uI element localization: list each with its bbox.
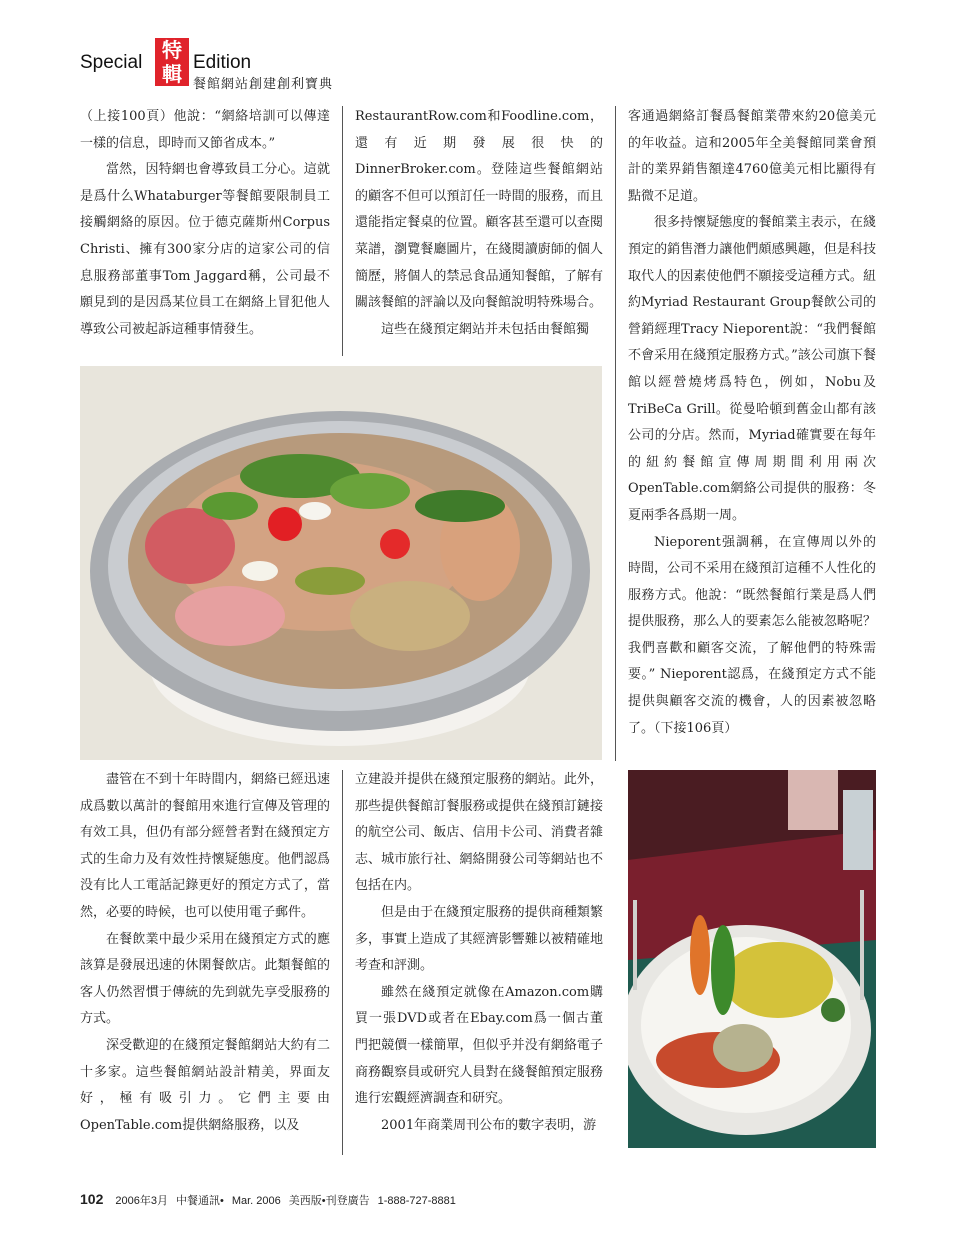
column-divider — [342, 770, 343, 1155]
column-divider — [615, 106, 616, 761]
badge-char-1: 特 — [162, 38, 182, 62]
page-header — [80, 38, 400, 90]
paragraph: 立建設并提供在綫預定服務的網站。此外，那些提供餐館訂餐服務或提供在綫預訂鏈接的航空公司、飯店、信用卡公司、消費者雜志、城市旅行社、網絡開發公司等網站也不包括在内。 — [355, 772, 603, 894]
header-subtitle: 餐館網站創建創利寶典 — [193, 77, 334, 92]
column-2-top — [355, 104, 603, 343]
paragraph: 但是由于在綫預定服務的提供商種類繁多，事實上造成了其經濟影響難以被精確地考查和評測。 — [355, 904, 603, 974]
dish-photo-pot — [80, 366, 602, 760]
column-1-bottom — [80, 767, 330, 1139]
column-3 — [628, 104, 876, 742]
paragraph: 在餐飲業中最少采用在綫預定方式的應該算是發展迅速的休閑餐飲店。此類餐館的客人仍然習慣于傳統的先到就先享受服務的方式。 — [80, 931, 330, 1027]
paragraph: 盡管在不到十年時間内，網絡已經迅速成爲數以萬計的餐館用來進行宣傳及管理的有效工具，但仍有部分經營者對在綫預定方式的生命力及有效性持懷疑態度。他們認爲没有比人工電話記錄更好的預定方式了，當然，必要的時候，也可以使用電子郵件。 — [80, 772, 330, 920]
paragraph: 客通過網絡訂餐爲餐館業帶來約20億美元的年收益。這和2005年全美餐館同業會預計的業界銷售額達4760億美元相比顯得有點微不足道。 — [628, 109, 876, 204]
page-number: 102 — [80, 1191, 104, 1207]
paragraph: （上接100頁）他說：“網絡培訓可以傳達一樣的信息，即時而又節省成本。” — [80, 109, 330, 151]
footer-month: Mar. 2006 — [231, 1195, 281, 1207]
footer-edition: 美西版•刊登廣告 — [288, 1195, 370, 1207]
paragraph: 當然，因特網也會導致員工分心。這就是爲什么Whataburger等餐館要限制員工接觸網絡的原因。位于德克薩斯州Corpus Christi、擁有300家分店的這家公司的信息服務部董事Tom Jaggard稱，公司最不願見到的是因爲某位員工在網絡上冒犯他人導致公司被起訴這種事情發生。 — [80, 162, 330, 337]
header-badge — [155, 38, 189, 86]
paragraph: 2001年商業周刊公布的數字表明，游 — [381, 1117, 597, 1133]
footer-date: 2006年3月 — [115, 1195, 168, 1207]
dish-photo-plate — [628, 770, 876, 1148]
page-footer — [80, 1191, 464, 1208]
paragraph: 這些在綫預定網站并未包括由餐館獨 — [381, 321, 590, 337]
footer-phone: 1-888-727-8881 — [377, 1195, 456, 1207]
header-edition: Edition — [193, 52, 252, 73]
column-divider — [342, 106, 343, 356]
paragraph: RestaurantRow.com和Foodline.com，還有近期發展很快的DinnerBroker.com。登陸這些餐館網站的顧客不但可以預訂任一時間的服務，而且還能指定餐桌的位置。顧客甚至還可以查閱菜譜，瀏覽餐廳圖片，在綫閱讀廚師的個人簡歷，將個人的禁忌食品通知餐館，了解有關該餐館的評論以及向餐館說明特殊場合。 — [355, 109, 603, 311]
badge-char-2: 輯 — [162, 62, 182, 86]
paragraph: Nieporent强調稱，在宣傳周以外的時間，公司不采用在綫預訂這種不人性化的服務方式。他說：“既然餐館行業是爲人們提供服務，那么人的要素怎么能被忽略呢？我們喜歡和顧客交流，了解他們的特殊需要。” Nieporent認爲，在綫預定方式不能提供與顧客交流的機會，人的因素被忽略了。（下接106頁） — [628, 534, 876, 736]
footer-magazine: 中餐通訊• — [175, 1195, 224, 1207]
paragraph: 很多持懷疑態度的餐館業主表示，在綫預定的銷售潛力讓他們頗感興趣，但是科技取代人的因素使他們不願接受這種方式。紐約Myriad Restaurant Group餐飲公司的營銷經理Tracy Nieporent說：“我們餐館不會采用在綫預定服務方式。”該公司旗下餐館以經營燒烤爲特色，例如，Nobu及TriBeCa Grill。從曼哈頓到舊金山都有該公司的分店。然而，Myriad確實要在每年的紐約餐館宣傳周期間利用兩次OpenTable.com網絡公司提供的服務：冬夏兩季各爲期一周。 — [628, 215, 876, 523]
column-1-top — [80, 104, 330, 343]
paragraph: 雖然在綫預定就像在Amazon.com購買一張DVD或者在Ebay.com爲一個古董門把競價一樣簡單，但似乎并没有網絡電子商務觀察員或研究人員對在綫餐館預定服務進行宏觀經濟調查和研究。 — [355, 984, 603, 1107]
column-2-bottom — [355, 767, 603, 1139]
paragraph: 深受歡迎的在綫預定餐館網站大約有二十多家。這些餐館網站設計精美，界面友好，極有吸引力。它們主要由OpenTable.com提供網絡服務，以及 — [80, 1037, 330, 1133]
header-special: Special — [80, 52, 143, 73]
